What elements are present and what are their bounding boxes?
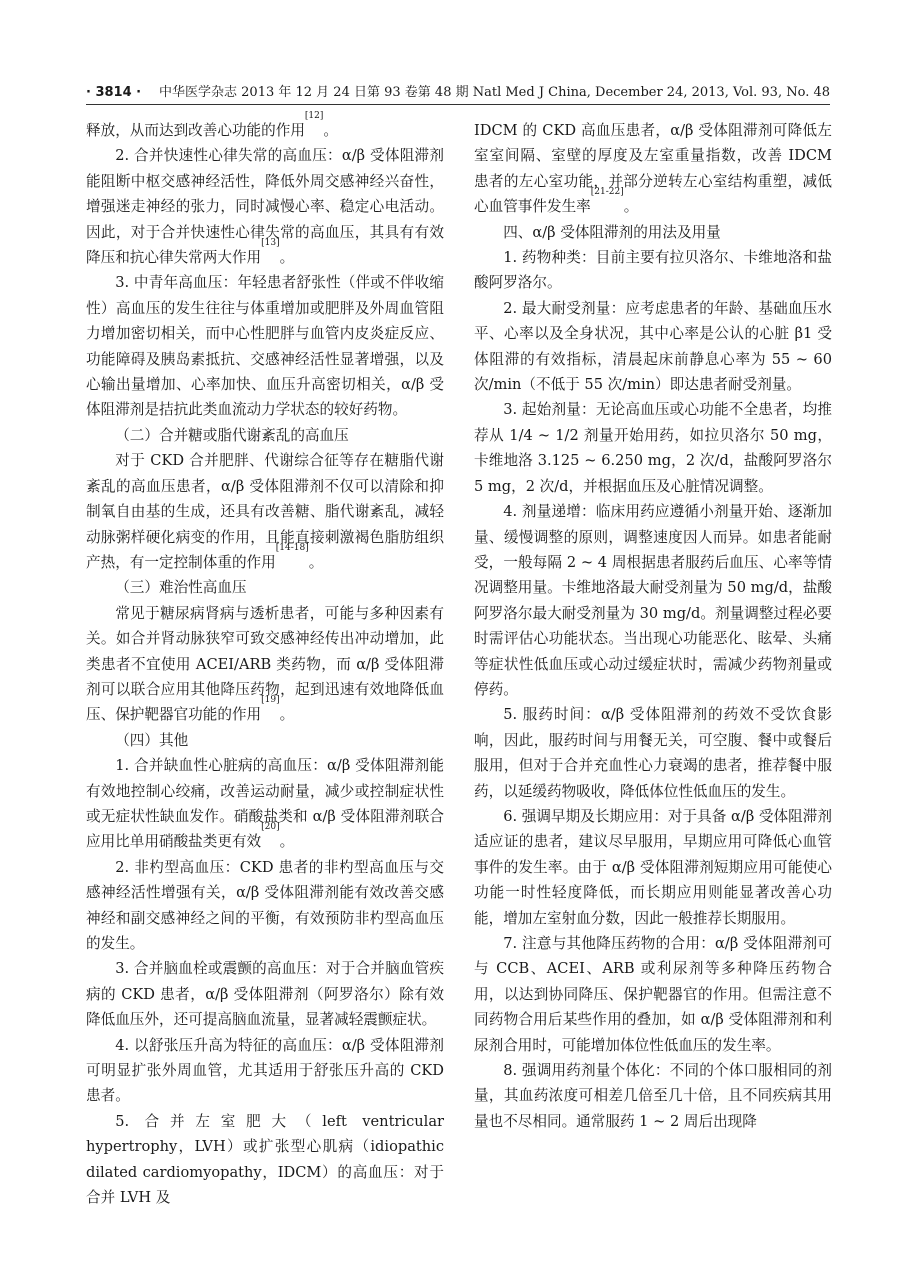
header-rule xyxy=(86,104,830,105)
paragraph-text: 1. 合并缺血性心脏病的高血压：α/β 受体阻滞剂能有效地控制心绞痛，改善运动耐量，减少或控制症状性或无症状性缺血发作。硝酸盐类和 α/β 受体阻滞剂联合应用比单用硝酸盐类更有效 xyxy=(86,757,444,851)
paragraph-end: 。 xyxy=(623,198,639,216)
paragraph xyxy=(86,111,444,143)
paragraph-end: 。 xyxy=(308,553,324,571)
paragraph xyxy=(86,855,444,957)
paragraph-end: 。 xyxy=(323,122,339,139)
paragraph-text: 7. 注意与其他降压药物的合用：α/β 受体阻滞剂可与 CCB、ACEI、ARB 或利尿剂等多种降压药物合用，以达到协同降压、保护靶器官的作用。但需注意不同药物合用后某些作用的叠加，如 α/β 受体阻滞剂和利尿剂合用时，可能增加体位性低血压的发生率。 xyxy=(474,935,832,1054)
paragraph-end: 。 xyxy=(279,249,295,267)
citation-ref: [21-22] xyxy=(590,187,624,198)
paragraph xyxy=(474,118,832,220)
citation-ref: [12] xyxy=(304,111,324,121)
paragraph-text: 1. 药物种类：目前主要有拉贝洛尔、卡维地洛和盐酸阿罗洛尔。 xyxy=(474,249,832,292)
paragraph-end: 。 xyxy=(279,706,295,724)
paragraph xyxy=(86,270,444,422)
paragraph xyxy=(86,143,444,270)
paragraph xyxy=(86,956,444,1032)
paragraph-text: 3. 合并脑血栓或震颤的高血压：对于合并脑血管疾病的 CKD 患者，α/β 受体阻滞剂（阿罗洛尔）除有效降低血压外，还可提高脑血流量，显著减轻震颤症状。 xyxy=(86,960,444,1029)
paragraph-text: 2. 最大耐受剂量：应考虑患者的年龄、基础血压水平、心率以及全身状况，其中心率是公认的心脏 β1 受体阻滞的有效指标，清晨起床前静息心率为 55 ~ 60 次/min（不低于 55 次/min）即达患者耐受剂量。 xyxy=(474,299,832,394)
page-number: · 3814 · xyxy=(86,85,142,100)
paragraph-text: 常见于糖尿病肾病与透析患者，可能与多种因素有关。如合并肾动脉狭窄可致交感神经传出冲动增加，此类患者不宜使用 ACEI/ARB 类药物，而 α/β 受体阻滞剂可以联合应用其他降压药物，起到迅速有效地降低血压、保护靶器官功能的作用 xyxy=(86,604,444,724)
paragraph xyxy=(86,1033,444,1109)
paragraph xyxy=(474,1058,832,1134)
paragraph-text: 3. 中青年高血压：年轻患者舒张性（伴或不伴收缩性）高血压的发生往往与体重增加或肥胖及外周血管阻力增加密切相关，而中心性肥胖与血管内皮炎症反应、功能障碍及胰岛素抵抗、交感神经活性显著增强，以及心输出量增加、心率加快、血压升高密切相关，α/β 受体阻滞剂是拮抗此类血流动力学状态的较好药物。 xyxy=(86,274,444,419)
paragraph-text: （三）难治性高血压 xyxy=(115,579,247,597)
paragraph-text: 6. 强调早期及长期应用：对于具备 α/β 受体阻滞剂适应证的患者，建议尽早服用，早期应用可降低心血管事件的发生率。由于 α/β 受体阻滞剂短期应用可能使心功能一时性轻度降低，而长期应用则能显著改善心功能，增加左室射血分数，因此一般推荐长期服用。 xyxy=(474,807,832,927)
paragraph-text: 4. 剂量递增：临床用药应遵循小剂量开始、逐渐加量、缓慢调整的原则，调整速度因人而异。如患者能耐受，一般每隔 2 ~ 4 周根据患者服药后血压、心率等情况调整用量。卡维地洛最大耐受剂量为 50 mg/d，盐酸阿罗洛尔最大耐受剂量为 30 mg/d。剂量调整过程必要时需评估心功能状态。当出现心功能恶化、眩晕、头痛等症状性低血压或心动过缓症状时，需减少药物剂量或停药。 xyxy=(474,503,832,698)
paragraph xyxy=(86,423,444,448)
paragraph xyxy=(474,931,832,1058)
paragraph-text: 对于 CKD 合并肥胖、代谢综合征等存在糖脂代谢紊乱的高血压患者，α/β 受体阻滞剂不仅可以清除和抑制氧自由基的生成，还具有改善糖、脂代谢紊乱，减轻动脉粥样硬化病变的作用，且能直接刺激褐色脂肪组织产热，有一定控制体重的作用 xyxy=(86,452,444,571)
paragraph-text: IDCM 的 CKD 高血压患者，α/β 受体阻滞剂可降低左室室间隔、室壁的厚度及左室重量指数，改善 IDCM 患者的左心室功能，并部分逆转左心室结构重塑，减低心血管事件发生率 xyxy=(474,122,832,216)
paragraph-text: 四、α/β 受体阻滞剂的用法及用量 xyxy=(503,223,721,241)
citation-ref: [13] xyxy=(261,238,280,249)
citation-ref: [20] xyxy=(261,822,280,833)
left-column xyxy=(86,111,444,1210)
citation-ref: [19] xyxy=(261,695,280,706)
paragraph-text: 2. 合并快速性心律失常的高血压：α/β 受体阻滞剂能阻断中枢交感神经活性，降低外周交感神经兴奋性，增强迷走神经的张力，同时减慢心率、稳定心电活动。因此，对于合并快速性心律失常的高血压，其具有有效降压和抗心律失常两大作用 xyxy=(86,147,444,267)
right-column xyxy=(474,118,832,1134)
paragraph-text: 8. 强调用药剂量个体化：不同的个体口服相同的剂量，其血药浓度可相差几倍至几十倍，且不同疾病其用量也不尽相同。通常服药 1 ~ 2 周后出现降 xyxy=(474,1062,832,1130)
paragraph xyxy=(474,296,832,398)
paragraph-text: 4. 以舒张压升高为特征的高血压：α/β 受体阻滞剂可明显扩张外周血管，尤其适用于舒张压升高的 CKD 患者。 xyxy=(86,1036,444,1105)
paragraph xyxy=(474,702,832,804)
paragraph xyxy=(474,245,832,296)
running-header xyxy=(86,84,830,104)
paragraph xyxy=(474,220,832,245)
paragraph xyxy=(86,753,444,855)
paragraph xyxy=(474,499,832,702)
paragraph-text: （二）合并糖或脂代谢紊乱的高血压 xyxy=(115,426,349,444)
paragraph-text: 5. 服药时间：α/β 受体阻滞剂的药效不受饮食影响，因此，服药时间与用餐无关，可空腹、餐中或餐后服用，但对于合并充血性心力衰竭的患者，推荐餐中服药，以延缓药物吸收，降低体位性低血压的发生。 xyxy=(474,706,832,800)
citation-ref: [14-18] xyxy=(275,542,309,553)
paragraph-text: 2. 非杓型高血压：CKD 患者的非杓型高血压与交感神经活性增强有关，α/β 受体阻滞剂能有效改善交感神经和副交感神经之间的平衡，有效预防非杓型高血压的发生。 xyxy=(86,858,444,952)
paragraph xyxy=(86,448,444,575)
paragraph xyxy=(86,601,444,728)
paragraph-text: （四）其他 xyxy=(115,731,189,749)
paragraph xyxy=(86,1109,444,1211)
paragraph xyxy=(474,804,832,931)
paragraph xyxy=(86,575,444,600)
paragraph-text: 释放，从而达到改善心功能的作用 xyxy=(86,122,305,139)
paragraph xyxy=(86,728,444,753)
journal-citation: 中华医学杂志 2013 年 12 月 24 日第 93 卷第 48 期 Natl Med J China, December 24, 2013, Vol. 93, No. 48 xyxy=(159,85,830,100)
paragraph-end: 。 xyxy=(279,833,295,851)
paragraph xyxy=(474,397,832,499)
paragraph-text: 5. 合并左室肥大（left ventricular hypertrophy，LVH）或扩张型心肌病（idiopathic dilated cardiomyopathy，IDCM）的高血压：对于合并 LVH 及 xyxy=(86,1112,444,1207)
paragraph-text: 3. 起始剂量：无论高血压或心功能不全患者，均推荐从 1/4 ~ 1/2 剂量开始用药，如拉贝洛尔 50 mg，卡维地洛 3.125 ~ 6.250 mg，2 次/d，盐酸阿罗洛尔 5 mg，2 次/d，并根据血压及心脏情况调整。 xyxy=(474,401,832,495)
